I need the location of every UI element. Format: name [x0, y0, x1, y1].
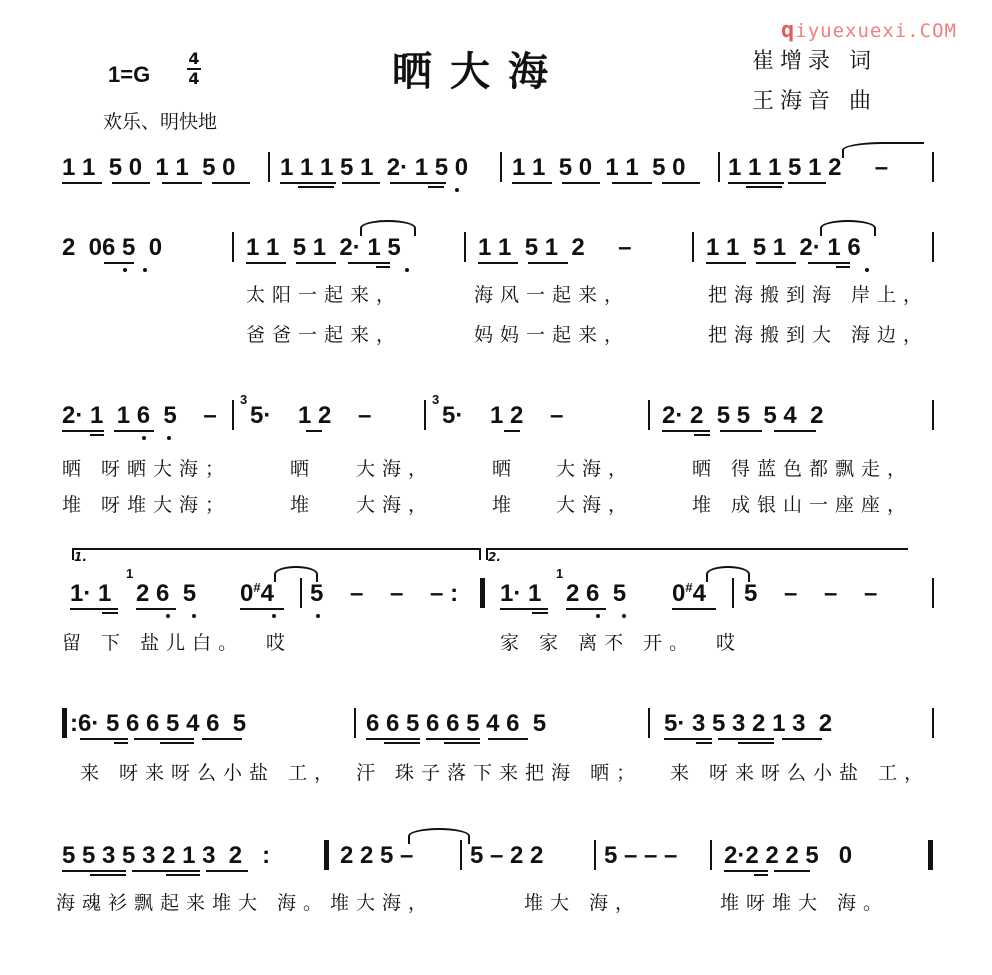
measure-5: 2 06 5 0: [62, 234, 163, 261]
lyric: 来 呀来呀么小盐 工，: [670, 762, 931, 784]
score-line-5: [60, 704, 940, 784]
time-signature: [184, 50, 204, 88]
lyric: 堆呀堆大 海。: [720, 892, 890, 914]
score-line-4: [60, 550, 940, 654]
lyric: 大海，: [556, 494, 635, 516]
measure-7: 1 1 5 1 2 –: [478, 234, 632, 261]
lyric: 太阳一起来，: [246, 284, 403, 306]
measure-18: 6 6 5 6 6 5 4 6 5: [366, 710, 547, 737]
lyric: 堆大 海，: [524, 892, 642, 914]
lyric: 堆: [290, 494, 317, 516]
lyric: 海魂衫飘起来堆大 海。: [56, 892, 330, 914]
measure-19: 5· 3 5 3 2 1 3 2: [664, 710, 833, 737]
lyric: 堆大海，: [330, 892, 435, 914]
notes-2-6-5: 2 6 5: [566, 580, 627, 607]
lyric: 大海，: [556, 458, 635, 480]
tempo-marking: 欢乐、明快地: [103, 111, 218, 133]
watermark-text: iyuexuexi.COM: [795, 20, 957, 42]
lyric: 留 下 盐儿白。: [62, 632, 245, 654]
measure-9: 2· 1 1 6 5 –: [62, 402, 217, 429]
notes: [60, 566, 940, 614]
volta-1-label: 1.: [74, 550, 87, 564]
measure-3: 1 1 5 0 1 1 5 0: [512, 154, 686, 181]
measure-12: 2· 2 5 5 5 4 2: [662, 402, 824, 429]
lyric: 哎: [266, 632, 293, 654]
grace-note: 1: [556, 566, 564, 581]
measure-16: 5 – – –: [744, 580, 878, 607]
score-line-6: [56, 836, 940, 914]
composer-credit: 王海音 曲: [752, 89, 877, 114]
notes: [60, 228, 940, 268]
page-title: 晒大海: [392, 48, 566, 95]
measure-14: 5 – – – :: [310, 580, 459, 607]
repeat-end-barline: [480, 578, 485, 608]
final-barline: [928, 840, 933, 870]
measure-22: 5 – 2 2: [470, 842, 544, 869]
lyric: 晒 呀晒大海；: [62, 458, 232, 480]
second-ending-bracket: [486, 548, 908, 564]
measure-24: 2·2 2 2 5 0: [724, 842, 853, 869]
notes: [60, 148, 940, 188]
score-line-1: [60, 148, 940, 188]
measure-2: 1 1 1 5 1 2· 1 5 0: [280, 154, 469, 181]
grace-note: 3: [240, 392, 248, 407]
grace-note: 1: [126, 566, 134, 581]
watermark-q: q: [781, 18, 796, 43]
notes: [60, 836, 940, 876]
lyric: 爸爸一起来，: [246, 324, 403, 346]
lyric: 堆 呀堆大海；: [62, 494, 232, 516]
measure-13: 1· 1: [70, 580, 112, 607]
measure-4: 1 1 1 5 1 2 –: [728, 154, 889, 181]
repeat-end-barline: [324, 840, 329, 870]
measure-10: 5· 1 2 –: [250, 402, 372, 429]
key-signature: 1=G: [108, 62, 151, 87]
measure-15: 1· 1: [500, 580, 542, 607]
lyricist-credit: 崔增录 词: [752, 49, 877, 74]
notes-0-sharp4: 0#4: [240, 580, 274, 607]
lyric: 把海搬到大 海边，: [708, 324, 930, 346]
watermark: [781, 18, 957, 43]
lyric: 妈妈一起来，: [474, 324, 631, 346]
notes: [60, 392, 940, 436]
first-ending-bracket: [72, 548, 481, 564]
lyric: 大海，: [356, 458, 435, 480]
measure-1: 1 1 5 0 1 1 5 0: [62, 154, 236, 181]
measure-23: 5 – – –: [604, 842, 678, 869]
lyric: 晒: [290, 458, 317, 480]
lyric: 哎: [716, 632, 743, 654]
repeat-start-barline: [62, 708, 67, 738]
lyric: 晒: [492, 458, 519, 480]
lyric: 堆 成银山一座座，: [692, 494, 914, 516]
score-line-2: [60, 228, 940, 346]
lyric: 家 家 离不 开。: [500, 632, 696, 654]
grace-note: 3: [432, 392, 440, 407]
score-line-3: [60, 392, 940, 516]
lyric: 堆: [492, 494, 519, 516]
lyric: 把海搬到海 岸上，: [708, 284, 930, 306]
measure-6: 1 1 5 1 2· 1 5: [246, 234, 401, 261]
meter-bottom: 4: [188, 69, 200, 88]
measure-20: 5 5 3 5 3 2 1 3 2 :: [62, 842, 271, 869]
meter-top: 4: [188, 49, 200, 68]
notes-2-6-5: 2 6 5: [136, 580, 197, 607]
lyric: 来 呀来呀么小盐 工，: [80, 762, 341, 784]
notes-0-sharp4: 0#4: [672, 580, 706, 607]
notes: [60, 704, 940, 744]
measure-21: 2 2 5 –: [340, 842, 414, 869]
measure-8: 1 1 5 1 2· 1 6: [706, 234, 861, 261]
measure-17: :6· 5 6 6 5 4 6 5: [70, 710, 247, 737]
volta-2-label: 2.: [488, 550, 501, 564]
lyric: 晒 得蓝色都飘走，: [692, 458, 914, 480]
lyric: 大海，: [356, 494, 435, 516]
measure-11: 5· 1 2 –: [442, 402, 564, 429]
lyric: 海风一起来，: [474, 284, 631, 306]
lyric: 汗 珠子落下来把海 晒；: [356, 762, 643, 784]
